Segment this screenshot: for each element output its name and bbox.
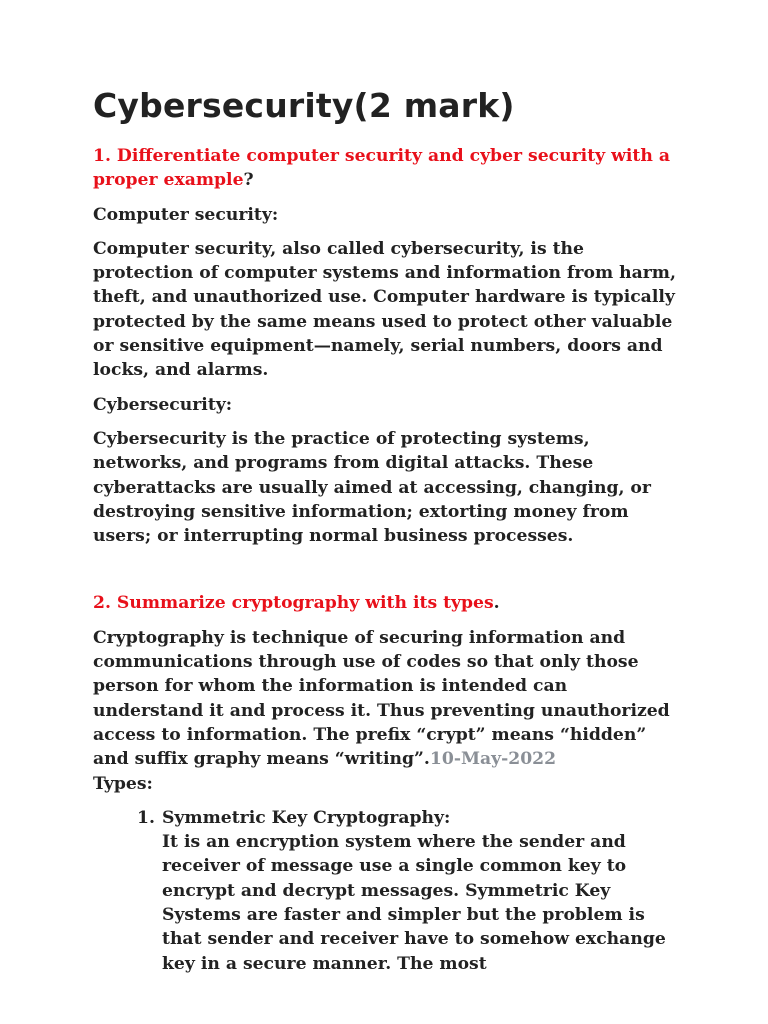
cryptography-paragraph xyxy=(93,626,676,772)
cryptography-text: Cryptography is technique of securing information and communications through use of codes so that only those person for whom the information is intended can understand it and process it. Thus preventing unauthorized access to information. The prefix “crypt” means “hidden” and suffix graphy means “writing”. xyxy=(93,627,670,770)
question-1-text: 1. Differentiate computer security and cyber security with a proper example xyxy=(93,146,670,191)
cybersecurity-paragraph: Cybersecurity is the practice of protecting systems, networks, and programs from digital attacks. These cyberattacks are usually aimed at accessing, changing, or destroying sensitive information; extorting money from users; or interrupting normal business processes. xyxy=(93,428,651,547)
cryptography-date: 10-May-2022 xyxy=(429,749,557,770)
list-item xyxy=(137,806,676,976)
list-item-number: 1. xyxy=(137,807,155,828)
list-item-description: It is an encryption system where the sender and receiver of message use a single common key to encrypt and decrypt messages. Symmetric Key Systems are faster and simpler but the problem is that sender and receiver have to somehow exchange key in a secure manner. The most xyxy=(162,832,666,974)
cybersecurity-heading: Cybersecurity: xyxy=(93,394,233,415)
question-1 xyxy=(93,144,676,193)
question-2-text: 2. Summarize cryptography with its types xyxy=(93,593,494,614)
computer-security-heading: Computer security: xyxy=(93,204,279,225)
section-spacer xyxy=(93,558,676,591)
document-title: Cybersecurity(2 mark) xyxy=(93,86,515,125)
types-list xyxy=(93,806,676,976)
computer-security-paragraph: Computer security, also called cybersecurity, is the protection of computer systems and information from harm, theft, and unauthorized use. Computer hardware is typically protected by the same means used to protect other valuable or sensitive equipment—namely, serial numbers, doors and locks, and alarms. xyxy=(93,238,676,381)
question-2-mark: . xyxy=(493,593,500,614)
question-2 xyxy=(93,591,676,615)
question-1-mark: ? xyxy=(243,170,254,191)
types-label: Types: xyxy=(93,773,153,794)
list-item-title: Symmetric Key Cryptography: xyxy=(162,807,451,828)
